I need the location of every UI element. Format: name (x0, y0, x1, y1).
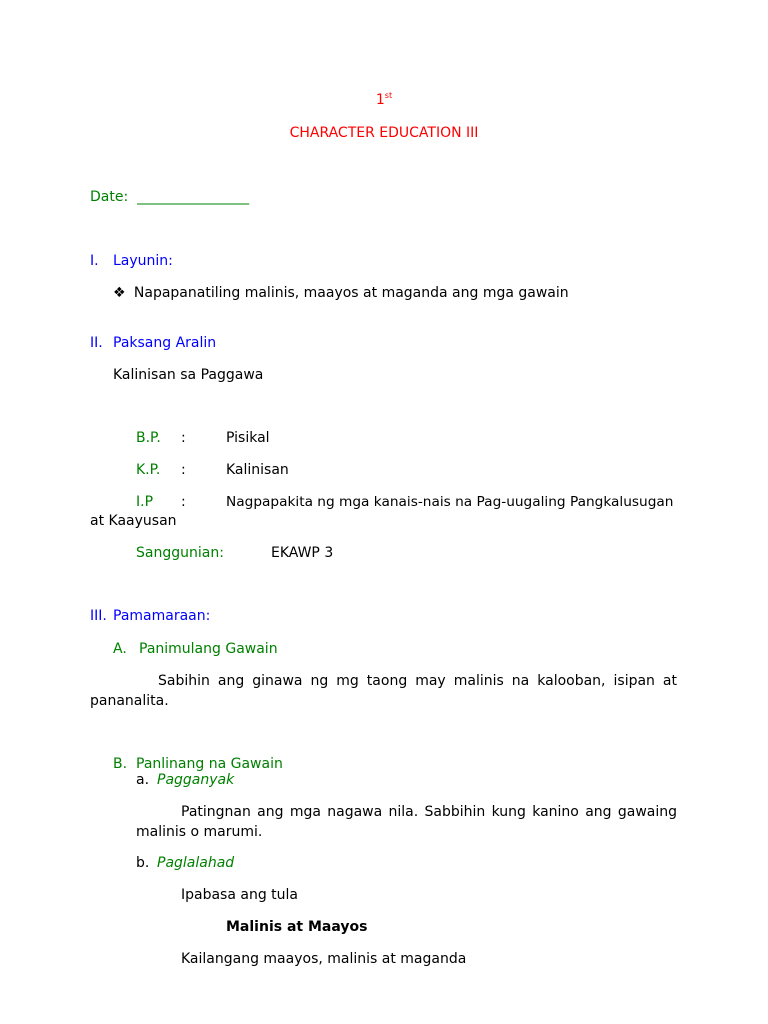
sub-a-text: Patingnan ang mga nagawa nila. Sabbihin kung kanino ang gawaing malinis o marumi. (136, 804, 677, 840)
section-3-numeral: III. (90, 608, 107, 624)
reference-value: EKAWP 3 (271, 545, 334, 561)
grade-number: 1 (375, 92, 385, 108)
sub-a-title: Pagganyak (157, 772, 235, 788)
subject-title: CHARACTER EDUCATION III (289, 125, 479, 141)
poem-line-1: Kailangang maayos, malinis at maganda (181, 951, 467, 967)
ip-label: I.P (136, 494, 154, 510)
part-a-title: Panimulang Gawain (139, 641, 278, 657)
grade-label (0, 91, 768, 109)
sub-b-instruction: Ipabasa ang tula (181, 887, 299, 903)
date-label: Date: (90, 189, 129, 205)
reference-label: Sanggunian: (136, 545, 224, 561)
date-line (90, 188, 249, 206)
date-blank: ________________ (137, 189, 250, 205)
bp-value: Pisikal (226, 430, 270, 446)
section-2-numeral: II. (90, 335, 103, 351)
diamond-bullet-icon: ❖ (113, 285, 126, 301)
ip-value-continued: at Kaayusan (90, 513, 177, 529)
sub-a-letter: a. (136, 772, 150, 788)
objective-text: Napapanatiling malinis, maayos at maganda ang mga gawain (133, 285, 569, 301)
part-a-letter: A. (113, 641, 127, 657)
part-a-text: Sabihin ang ginawa ng mg taong may malinis na kalooban, isipan at pananalita. (90, 673, 677, 709)
section-1-title: Layunin: (113, 253, 173, 269)
kp-separator: : (181, 462, 186, 478)
sub-b-letter: b. (136, 855, 150, 871)
part-b-title: Panlinang na Gawain (136, 756, 283, 772)
grade-suffix: st (384, 91, 393, 100)
kp-label: K.P. (136, 462, 161, 478)
section-2-title: Paksang Aralin (113, 335, 217, 351)
bp-label: B.P. (136, 430, 161, 446)
part-b-letter: B. (113, 756, 128, 772)
ip-separator: : (181, 494, 186, 510)
kp-value: Kalinisan (226, 462, 289, 478)
topic-text: Kalinisan sa Paggawa (113, 367, 264, 383)
sub-b-title: Paglalahad (157, 855, 235, 871)
objective-bullet (113, 284, 569, 302)
section-3-title: Pamamaraan: (113, 608, 211, 624)
ip-value: Nagpapakita ng mga kanais-nais na Pag-uugaling Pangkalusugan (226, 494, 674, 510)
poem-title: Malinis at Maayos (226, 919, 368, 935)
section-1-numeral: I. (90, 253, 99, 269)
bp-separator: : (181, 430, 186, 446)
